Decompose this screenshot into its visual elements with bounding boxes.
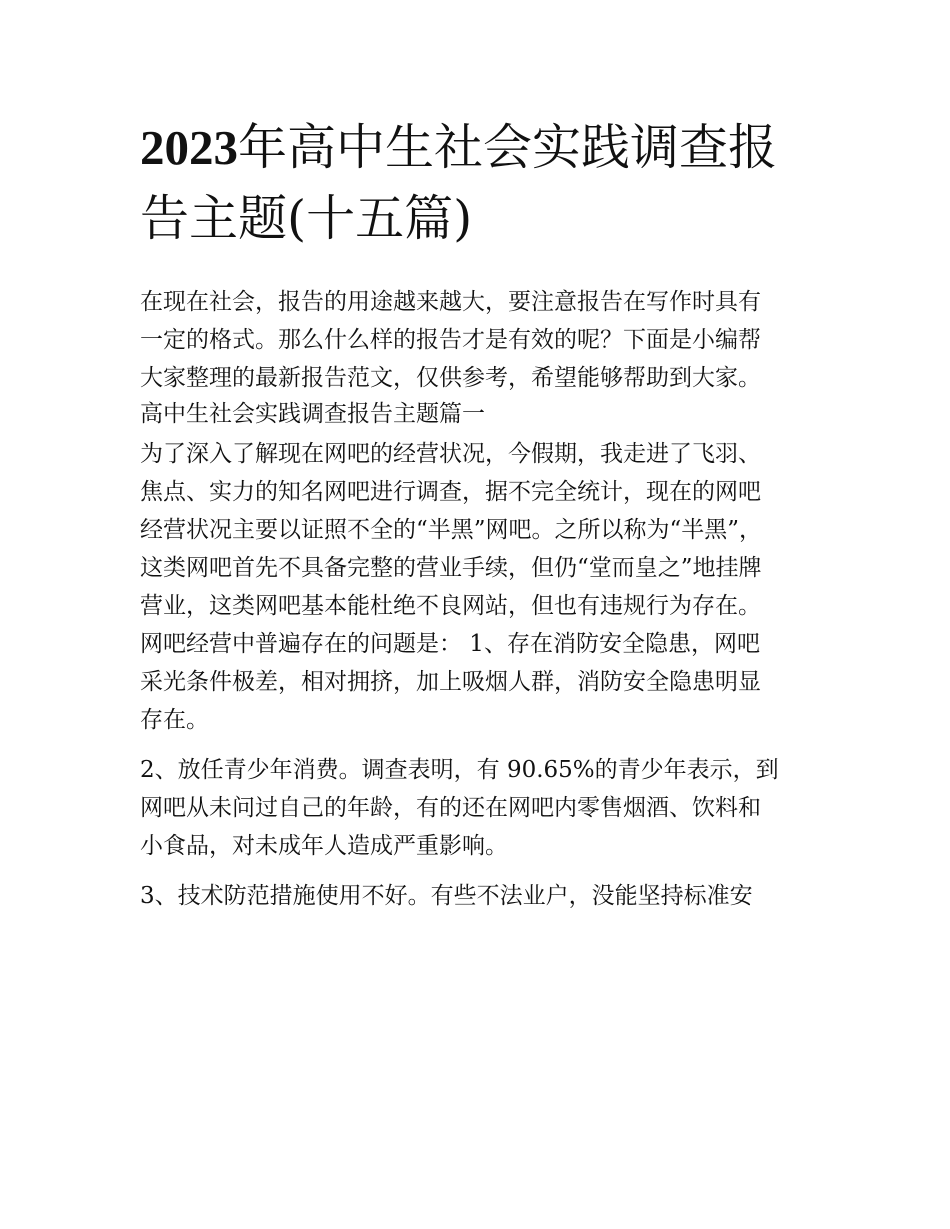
section-heading-text: 高中生社会实践调查报告主题篇一: [140, 401, 485, 427]
title-line-1: [140, 112, 820, 183]
paragraph-1-line: 存在。: [140, 707, 209, 733]
paragraph-2: [140, 751, 820, 865]
paragraph-2-line: 小食品，对未成年人造成严重影响。: [140, 833, 508, 859]
intro-line: 在现在社会，报告的用途越来越大，要注意报告在写作时具有: [140, 289, 761, 315]
paragraph-3: [140, 877, 820, 915]
document-title: [140, 112, 820, 254]
paragraph-1-line: 为了深入了解现在网吧的经营状况，今假期，我走进了飞羽、: [140, 441, 761, 467]
title-year: 2023: [140, 120, 238, 175]
section-heading: [140, 397, 820, 435]
intro-line: 大家整理的最新报告范文，仅供参考，希望能够帮助到大家。: [140, 365, 761, 391]
paragraph-3-line: 3、技术防范措施使用不好。有些不法业户，没能坚持标准安: [140, 883, 753, 909]
paragraph-1-line: 采光条件极差，相对拥挤，加上吸烟人群，消防安全隐患明显: [140, 669, 761, 695]
paragraph-1-line: 这类网吧首先不具备完整的营业手续，但仍“堂而皇之”地挂牌: [140, 555, 762, 581]
title-line-2: 告主题(十五篇): [140, 190, 473, 247]
paragraph-1: [140, 435, 820, 739]
intro-line: 一定的格式。那么什么样的报告才是有效的呢？下面是小编帮: [140, 327, 761, 353]
document-body: [140, 283, 820, 915]
paragraph-2-line: 网吧从未问过自己的年龄，有的还在网吧内零售烟酒、饮料和: [140, 795, 761, 821]
paragraph-2-line: 2、放任青少年消费。调查表明，有 90.65%的青少年表示，到: [140, 757, 779, 783]
paragraph-1-line: 网吧经营中普遍存在的问题是： 1、存在消防安全隐患，网吧: [140, 631, 760, 657]
paragraph-1-line: 经营状况主要以证照不全的“半黑”网吧。之所以称为“半黑”，: [140, 517, 763, 543]
intro-paragraph: [140, 283, 820, 397]
paragraph-1-line: 营业，这类网吧基本能杜绝不良网站，但也有违规行为存在。: [140, 593, 761, 619]
title-line-1-text: 年高中生社会实践调查报: [238, 119, 778, 176]
paragraph-1-line: 焦点、实力的知名网吧进行调查，据不完全统计，现在的网吧: [140, 479, 761, 505]
